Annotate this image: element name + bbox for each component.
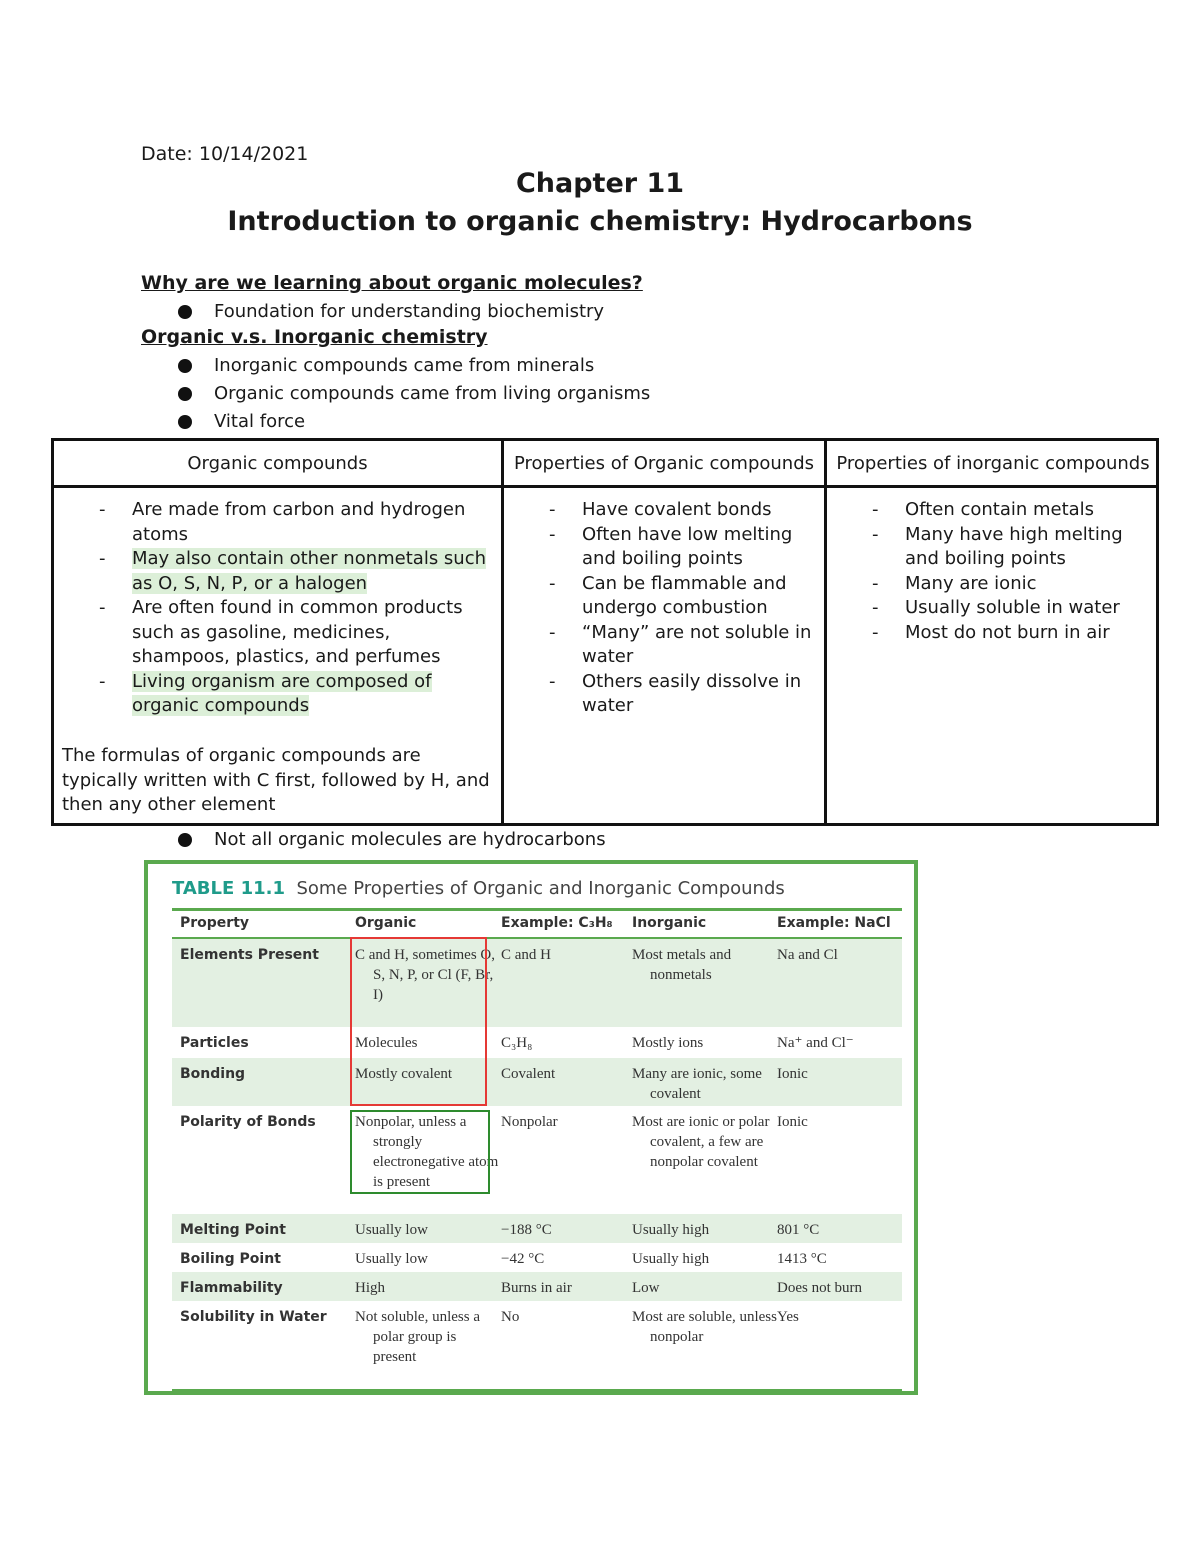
section-heading-organic-vs-inorganic: Organic v.s. Inorganic chemistry [141, 326, 488, 348]
properties-table [172, 908, 902, 1392]
list-item: - Usually soluble in water [872, 596, 1157, 621]
formula-note: The formulas of organic compounds are typically written with C first, followed by H, and then any other element [62, 745, 490, 815]
table-row: Polarity of Bonds Nonpolar, unless a strongly electronegative atom is present Nonpolar Most are ionic or polar covalent, a few are nonpolar covalent Ionic [180, 1114, 808, 1190]
notes-comparison-table [51, 438, 1159, 826]
header-properties-inorganic: Properties of inorganic compounds [836, 453, 1150, 474]
bullet-item: Organic compounds came from living organisms [178, 383, 650, 404]
textbook-table-figure [144, 860, 918, 1395]
header-properties-organic: Properties of Organic compounds [514, 453, 814, 474]
table-row: Particles Molecules C₃H₈ Mostly ions Na⁺ and Cl⁻ [180, 1035, 854, 1051]
list-item: - Others easily dissolve in water [549, 670, 814, 719]
table-row: Flammability High Burns in air Low Does not burn [172, 1272, 902, 1301]
table-caption: TABLE 11.1 Some Properties of Organic and Inorganic Compounds [172, 878, 785, 899]
bullet-item: Inorganic compounds came from minerals [178, 355, 594, 376]
list-item: - May also contain other nonmetals such as O, S, N, P, or a halogen [99, 547, 489, 596]
chapter-subtitle: Introduction to organic chemistry: Hydrocarbons [227, 206, 973, 237]
bullet-item: Not all organic molecules are hydrocarbons [178, 829, 606, 850]
list-item: - Are made from carbon and hydrogen atoms [99, 498, 489, 547]
column-header: Organic [355, 915, 417, 931]
organic-compounds-column [99, 498, 489, 719]
list-item: - Have covalent bonds [549, 498, 814, 523]
column-header: Property [180, 915, 250, 931]
table-divider [54, 485, 1156, 488]
properties-organic-column [549, 498, 814, 719]
bullet-item: Foundation for understanding biochemistry [178, 301, 604, 322]
bullet-dot-icon [178, 833, 192, 847]
table-row: Bonding Mostly covalent Covalent Many are ionic, some covalent Ionic [172, 1058, 902, 1106]
list-item: - Can be flammable and undergo combustion [549, 572, 814, 621]
bullet-item: Vital force [178, 411, 305, 432]
list-item: - Often contain metals [872, 498, 1157, 523]
table-divider [501, 441, 504, 823]
bullet-dot-icon [178, 415, 192, 429]
table-row: Boiling Point Usually low −42 °C Usually high 1413 °C [180, 1251, 827, 1267]
column-header: Example: C₃H₈ [501, 915, 613, 931]
list-item: - Most do not burn in air [872, 621, 1157, 646]
header-organic-compounds: Organic compounds [187, 453, 368, 474]
list-item: - Living organism are composed of organic compounds [99, 670, 489, 719]
bullet-dot-icon [178, 387, 192, 401]
table-divider [824, 441, 827, 823]
table-row: Elements Present C and H, sometimes O, S, N, P, or Cl (F, Br, I) C and H Most metals and nonmetals Na and Cl [172, 939, 902, 1027]
list-item: - Often have low melting and boiling points [549, 523, 814, 572]
organic-highlight-box [350, 937, 487, 1106]
list-item: - Many are ionic [872, 572, 1157, 597]
column-header: Inorganic [632, 915, 707, 931]
properties-inorganic-column [872, 498, 1157, 645]
table-row: Melting Point Usually low −188 °C Usually high 801 °C [172, 1214, 902, 1243]
list-item: - Many have high melting and boiling points [872, 523, 1157, 572]
bullet-dot-icon [178, 359, 192, 373]
polarity-highlight-box [350, 1110, 490, 1194]
chapter-title: Chapter 11 [515, 168, 685, 199]
date-line: Date: 10/14/2021 [141, 143, 309, 165]
list-item: - Are often found in common products such as gasoline, medicines, shampoos, plastics, and perfumes [99, 596, 489, 670]
section-heading-why: Why are we learning about organic molecules? [141, 272, 643, 294]
column-header: Example: NaCl [777, 915, 891, 931]
table-header-row [172, 911, 902, 939]
bullet-dot-icon [178, 305, 192, 319]
list-item: - “Many” are not soluble in water [549, 621, 814, 670]
table-row: Solubility in Water Not soluble, unless a polar group is present No Most are soluble, unless nonpolar Yes [180, 1309, 799, 1365]
